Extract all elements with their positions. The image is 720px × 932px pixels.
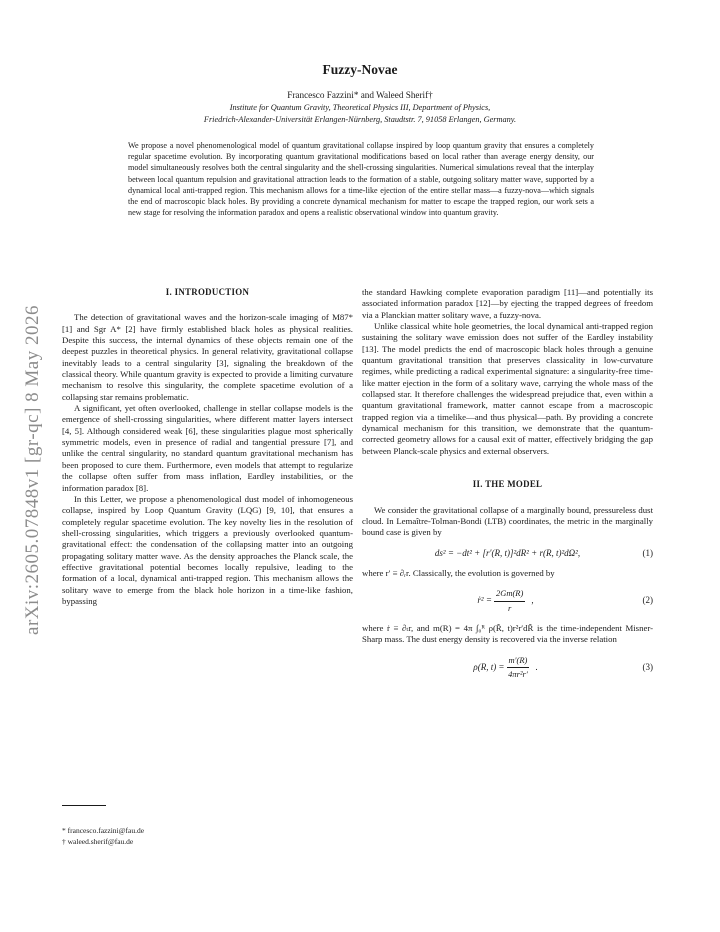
equation-3-numerator: m′(R): [507, 655, 530, 668]
footnote-email-sherif: † waleed.sherif@fau.de: [62, 836, 134, 846]
intro-paragraph-4: Unlike classical white hole geometries, the local dynamical anti-trapped region sustaining the solitary wave emission does not suffer of the Eardley instability [13]. The model predicts the end of macroscopic black holes through a genuine quantum gravitational transition that preserves classicality in low-curvature regimes, while predicting a radical experimental signature: a singularity-free time-like matter ejection in the form of a solitary wave, carrying the whole mass of the collapsed star. It therefore challenges the widespread prejudice that, even within a quantum gravitational framework, matter cannot escape from a macroscopic trapped region via a timelike—and thus physical—path. By providing a concrete dynamical mechanism for this transition, we demonstrate that the quantum-corrected geometry allows for a causal exit of matter, effectively bridging the gap between Planck-scale physics and external observers.: [362, 321, 653, 456]
model-paragraph-3: where ṙ ≡ ∂ₜr, and m(R) = 4π ∫₀ᴿ ρ(R̃, t)r²r′dR̃ is the time-independent Misner-Sharp mass. The dust energy density is recovered via the inverse relation: [362, 622, 653, 645]
footnotes: [62, 826, 353, 847]
arxiv-identifier-text: arXiv:2605.07848v1 [gr-qc] 8 May 2026: [22, 305, 43, 635]
intro-paragraph-3: In this Letter, we propose a phenomenological dust model of inhomogeneous collapse, inspired by Loop Quantum Gravity (LQG) [9, 10], that ensures a completely regular spacetime evolution. The key novelty lies in the resolution of shell-crossing singularities, which triggers a previously overlooked quantum-gravitational effect: the condensation of the collapsing matter into an outgoing propagating solitary matter wave. As the density approaches the Planck scale, the effective gravitational potential becomes locally repulsive, leading to the formation of a local, dynamical anti-trapped region. This mechanism allows the solitary wave to emerge from the black hole horizon in a time-like fashion, bypassing: [62, 493, 353, 606]
equation-2-tail: ,: [531, 595, 534, 606]
footnote-rule: [62, 805, 106, 806]
intro-paragraph-1: The detection of gravitational waves and the horizon-scale imaging of M87* [1] and Sgr A* [2] have firmly established black holes as physical realities. Despite this success, the internal dynamics of these objects remain one of the deepest puzzles in theoretical physics. In general relativity, gravitational collapse inevitably leads to a central singularity [3], signaling the breakdown of the classical theory. While quantum gravity is expected to provide a limiting curvature mechanism to resolve this singularity, the complete spacetime evolution of a collapsing star remains problematic.: [62, 312, 353, 402]
equation-1: [362, 548, 653, 559]
equation-2-lhs: ṙ² =: [477, 595, 492, 606]
footnote-email-fazzini: * francesco.fazzini@fau.de: [62, 826, 145, 835]
equation-2: [362, 588, 653, 614]
intro-paragraph-2: A significant, yet often overlooked, challenge in stellar collapse models is the emergence of shell-crossing singularities, where different matter layers intersect [4, 5]. Although considered weak [6], these singularities plague most spherically symmetric models, even in presence of radial and tangential pressure [7], and unlike the central singularity, no standard quantum gravitational mechanism has been proposed to cure them. Furthermore, even models that attempt to regularize the collapse often suffer from mass inflation, Eardley instabilities, or the information paradox [8].: [62, 403, 353, 493]
section-heading-introduction: I. INTRODUCTION: [165, 287, 250, 297]
equation-1-body: ds² = −dt² + [r′(R, t)]²dR² + r(R, t)²dΩ²,: [434, 547, 581, 558]
equation-3: [362, 655, 653, 681]
right-column: [362, 287, 653, 689]
equation-2-numerator: 2Gm(R): [494, 588, 525, 601]
equation-2-fraction: [494, 588, 525, 614]
equation-3-denominator: 4πr²r′: [508, 668, 528, 679]
section-heading-model: II. THE MODEL: [472, 479, 543, 490]
paper-title: Fuzzy-Novae: [322, 62, 398, 77]
affiliation-line-2: Friedrich-Alexander-Universität Erlangen-Nürnberg, Staudtstr. 7, 91058 Erlangen, Germany.: [203, 115, 517, 124]
arxiv-identifier-stamp: [22, 270, 44, 670]
abstract: We propose a novel phenomenological model of quantum gravitational collapse inspired by loop quantum gravity that ensures a completely regular spacetime evolution. By incorporating quantum gravitational modifications based on local rather than average energy density, our model simultaneously resolves both the central singularity and the shell-crossing singularities. Numerical simulations reveal that the interplay between local quantum repulsion and gravitational attraction leads to the formation of a stable, outgoing solitary matter wave, supported by a dynamical local anti-trapped region. This mechanism allows for a time-like ejection of the entire stellar mass—a fuzzy-nova—which signals the end of macroscopic black holes. By providing a concrete dynamical mechanism for matter to escape the trapped region, our work sets a new stage for resolving the information paradox and opens a realistic observational window into quantum gravity.: [128, 141, 594, 218]
equation-3-lhs: ρ(R, t) =: [473, 661, 505, 672]
equation-3-fraction: [507, 655, 530, 681]
equation-2-denominator: r: [507, 602, 512, 613]
equation-1-number: (1): [642, 547, 653, 558]
equation-2-number: (2): [642, 595, 653, 606]
affiliation-line-1: Institute for Quantum Gravity, Theoretical Physics III, Department of Physics,: [229, 103, 491, 112]
intro-paragraph-3-continued: the standard Hawking complete evaporation paradigm [11]—and potentially its associated information paradox [12]—by ejecting the trapped degrees of freedom via a Planckian matter solitary wave, a fuzzy-nova.: [362, 287, 653, 320]
model-paragraph-1: We consider the gravitational collapse of a marginally bound, pressureless dust cloud. In Lemaître-Tolman-Bondi (LTB) coordinates, the metric in the marginally bound case is given by: [362, 504, 653, 538]
left-column: [62, 287, 353, 607]
author-line: Francesco Fazzini* and Waleed Sherif†: [287, 90, 433, 100]
equation-3-tail: .: [535, 661, 538, 672]
equation-3-number: (3): [642, 661, 653, 672]
model-paragraph-2: where r′ ≡ ∂ᵣr. Classically, the evolution is governed by: [362, 567, 555, 578]
